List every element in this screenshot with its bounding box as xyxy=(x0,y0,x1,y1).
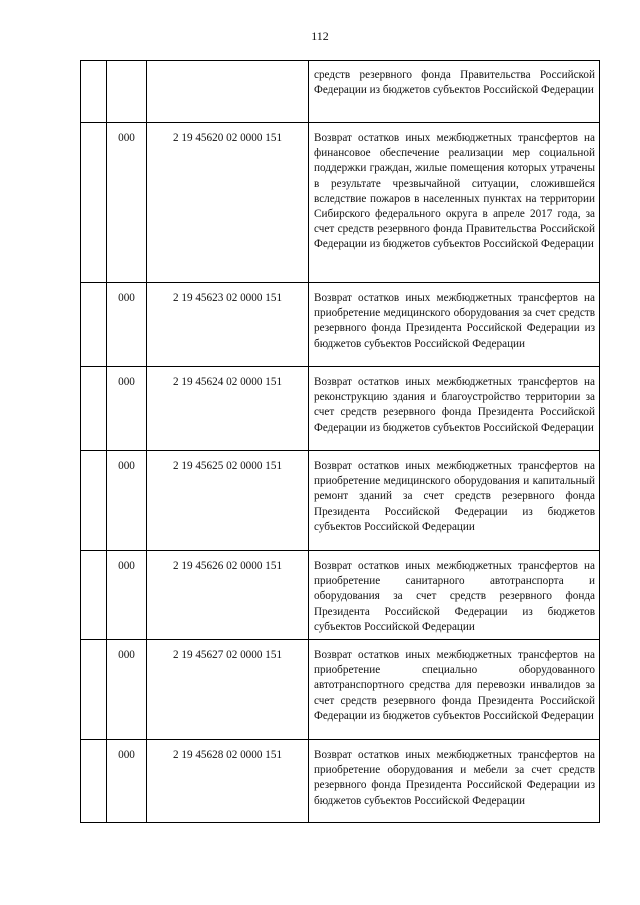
description-cell: Возврат остатков иных межбюджетных трансфертов на реконструкцию здания и благоустройство территории за счет средств резервного фонда Президента Российской Федерации из бюджетов субъектов Российской Федерации xyxy=(309,367,600,451)
kbk-code-cell: 2 19 45624 02 0000 151 xyxy=(147,367,309,451)
table-row xyxy=(81,367,600,451)
number-cell xyxy=(81,367,107,451)
table-row xyxy=(81,61,600,123)
kbk-code-cell: 2 19 45626 02 0000 151 xyxy=(147,551,309,640)
page-number: 112 xyxy=(311,29,329,43)
kbk-code-cell: 2 19 45623 02 0000 151 xyxy=(147,283,309,367)
budget-classification-table xyxy=(80,60,600,823)
number-cell xyxy=(81,640,107,740)
number-cell xyxy=(81,283,107,367)
table-row xyxy=(81,123,600,283)
description-cell: Возврат остатков иных межбюджетных трансфертов на финансовое обеспечение реализации мер социальной поддержки граждан, жилые помещения которых утрачены в результате чрезвычайной ситуации, сложившейся вследствие пожаров в населенных пунктах на территории Сибирского федерального округа в апреле 2017 года, за счет средств резервного фонда Правительства Российской Федерации из бюджетов субъектов Российской Федерации xyxy=(309,123,600,283)
admin-code-cell: 000 xyxy=(107,640,147,740)
number-cell xyxy=(81,451,107,551)
admin-code-cell: 000 xyxy=(107,451,147,551)
description-cell: Возврат остатков иных межбюджетных трансфертов на приобретение санитарного автотранспорта и оборудования за счет средств резервного фонда Президента Российской Федерации из бюджетов субъектов Российской Федерации xyxy=(309,551,600,640)
admin-code-cell: 000 xyxy=(107,283,147,367)
description-cell: Возврат остатков иных межбюджетных трансфертов на приобретение медицинского оборудования за счет средств резервного фонда Президента Российской Федерации из бюджетов субъектов Российской Федерации xyxy=(309,283,600,367)
admin-code-cell: 000 xyxy=(107,740,147,823)
table-row xyxy=(81,551,600,640)
description-cell: Возврат остатков иных межбюджетных трансфертов на приобретение оборудования и мебели за счет средств резервного фонда Президента Российской Федерации из бюджетов субъектов Российской Федерации xyxy=(309,740,600,823)
admin-code-cell: 000 xyxy=(107,123,147,283)
admin-code-cell: 000 xyxy=(107,367,147,451)
kbk-code-cell: 2 19 45628 02 0000 151 xyxy=(147,740,309,823)
kbk-code-cell: 2 19 45627 02 0000 151 xyxy=(147,640,309,740)
kbk-code-cell: 2 19 45625 02 0000 151 xyxy=(147,451,309,551)
description-cell: Возврат остатков иных межбюджетных трансфертов на приобретение медицинского оборудования и капитальный ремонт зданий за счет средств резервного фонда Президента Российской Федерации из бюджетов субъектов Российской Федерации xyxy=(309,451,600,551)
number-cell xyxy=(81,551,107,640)
kbk-code-cell xyxy=(147,61,309,123)
description-cell: средств резервного фонда Правительства Российской Федерации из бюджетов субъектов Российской Федерации xyxy=(309,61,600,123)
description-cell: Возврат остатков иных межбюджетных трансфертов на приобретение специально оборудованного автотранспортного средства для перевозки инвалидов за счет средств резервного фонда Президента Российской Федерации из бюджетов субъектов Российской Федерации xyxy=(309,640,600,740)
table-row xyxy=(81,451,600,551)
admin-code-cell: 000 xyxy=(107,551,147,640)
admin-code-cell xyxy=(107,61,147,123)
table-row xyxy=(81,740,600,823)
table-row xyxy=(81,283,600,367)
number-cell xyxy=(81,61,107,123)
table-row xyxy=(81,640,600,740)
number-cell xyxy=(81,123,107,283)
number-cell xyxy=(81,740,107,823)
kbk-code-cell: 2 19 45620 02 0000 151 xyxy=(147,123,309,283)
